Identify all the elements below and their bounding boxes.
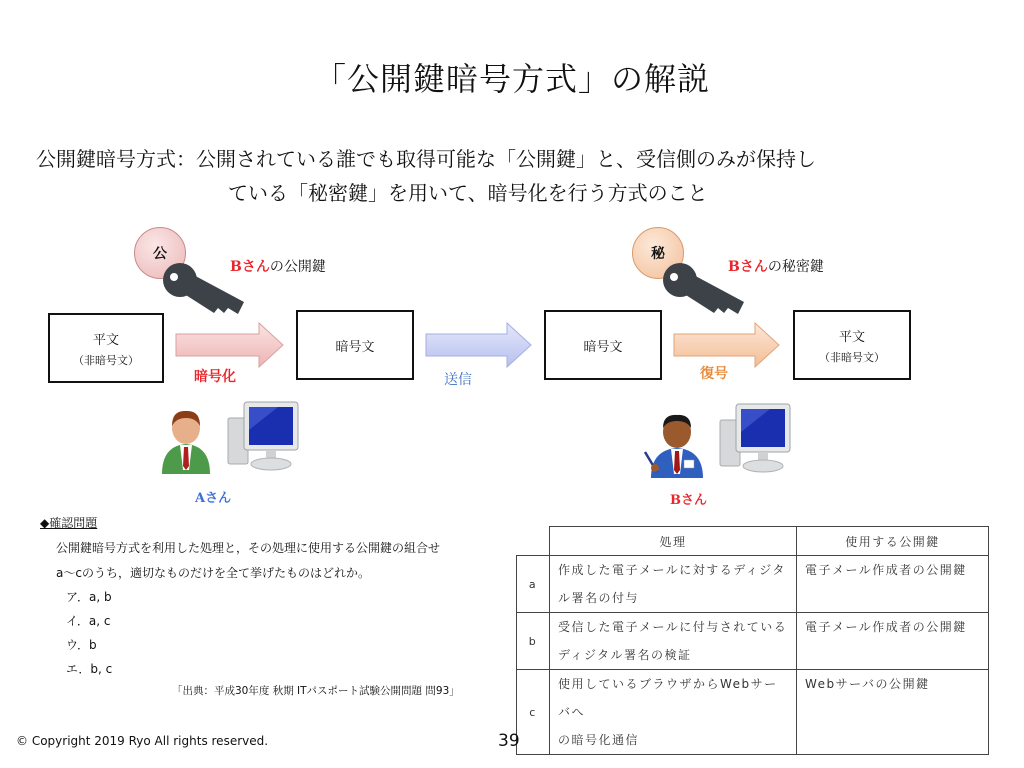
row-process <box>550 613 797 670</box>
ciphertext-box-receiver <box>544 310 662 380</box>
encrypt-label: 暗号化 <box>194 369 236 385</box>
table-row <box>517 670 989 755</box>
quiz-option: ア．a, b <box>66 590 112 604</box>
quiz-option: ウ．b <box>66 638 97 652</box>
table-header-blank <box>517 527 550 556</box>
process-line: ディジタル署名の検証 <box>558 648 692 662</box>
box-label: 暗号文 <box>583 339 623 355</box>
question-table <box>516 526 989 755</box>
computer-icon <box>226 400 302 472</box>
ciphertext-box-sender <box>296 310 414 380</box>
page-number: 39 <box>498 731 520 751</box>
copyright-text: © Copyright 2019 Ryo All rights reserved. <box>16 734 269 748</box>
box-sublabel: （非暗号文） <box>819 350 885 364</box>
row-public-key: 電子メール作成者の公開鍵 <box>797 613 989 670</box>
row-public-key: 電子メール作成者の公開鍵 <box>797 556 989 613</box>
quiz-source: 「出典：平成30年度 秋期 ITパスポート試験公開問題 問93」 <box>172 685 460 697</box>
box-label: 暗号文 <box>335 339 375 355</box>
table-row <box>517 556 989 613</box>
send-label: 送信 <box>444 372 472 388</box>
person-b-icon <box>643 408 709 478</box>
definition-line-2: ている「秘密鍵」を用いて、暗号化を行う方式のこと <box>228 181 708 205</box>
encrypt-arrow-icon <box>175 322 285 368</box>
quiz-option: エ．b, c <box>66 662 113 676</box>
process-line: 作成した電子メールに対するディジタ <box>558 563 786 577</box>
box-sublabel: （非暗号文） <box>73 353 139 367</box>
box-label: 平文 <box>92 332 119 348</box>
quiz-option: イ．a, c <box>66 614 111 628</box>
box-label: 平文 <box>838 329 865 345</box>
key-caption-text: の公開鍵 <box>269 259 326 275</box>
plaintext-box-sender <box>48 313 164 383</box>
table-row <box>517 613 989 670</box>
row-process <box>550 556 797 613</box>
key-owner: Bさん <box>728 259 768 275</box>
person-a-label: Aさん <box>195 491 232 506</box>
row-public-key: Webサーバの公開鍵 <box>797 670 989 755</box>
table-header-process: 処理 <box>550 527 797 556</box>
private-key-caption <box>728 256 824 276</box>
quiz-question-line-2: a〜cのうち，適切なものだけを全て挙げたものはどれか。 <box>56 566 370 580</box>
quiz-heading: ◆確認問題 <box>40 516 98 530</box>
key-owner: Bさん <box>230 259 270 275</box>
row-key: a <box>517 556 550 613</box>
public-key-badge-label: 公 <box>153 246 167 262</box>
process-line: 使用しているブラウザからWebサーバへ <box>558 677 778 719</box>
public-key-caption <box>230 256 326 276</box>
decrypt-arrow-icon <box>673 322 781 368</box>
table-header-public-key: 使用する公開鍵 <box>797 527 989 556</box>
quiz-question-line-1: 公開鍵暗号方式を利用した処理と，その処理に使用する公開鍵の組合せ <box>56 541 441 555</box>
plaintext-box-receiver <box>793 310 911 380</box>
row-process <box>550 670 797 755</box>
process-line: 受信した電子メールに付与されている <box>558 620 788 634</box>
send-arrow-icon <box>425 322 533 368</box>
computer-icon <box>718 402 794 474</box>
decrypt-label: 復号 <box>700 366 728 382</box>
definition-line-1: 公開鍵暗号方式：公開されている誰でも取得可能な「公開鍵」と、受信側のみが保持し <box>36 147 816 171</box>
private-key-badge-label: 秘 <box>651 246 665 262</box>
row-key: b <box>517 613 550 670</box>
slide-title: 「公開鍵暗号方式」の解説 <box>313 60 710 98</box>
person-a-icon <box>158 406 214 474</box>
person-b-label: Bさん <box>670 493 707 508</box>
row-key: c <box>517 670 550 755</box>
process-line: の暗号化通信 <box>558 733 640 747</box>
key-caption-text: の秘密鍵 <box>767 259 824 275</box>
table-header-row <box>517 527 989 556</box>
process-line: ル署名の付与 <box>558 591 640 605</box>
